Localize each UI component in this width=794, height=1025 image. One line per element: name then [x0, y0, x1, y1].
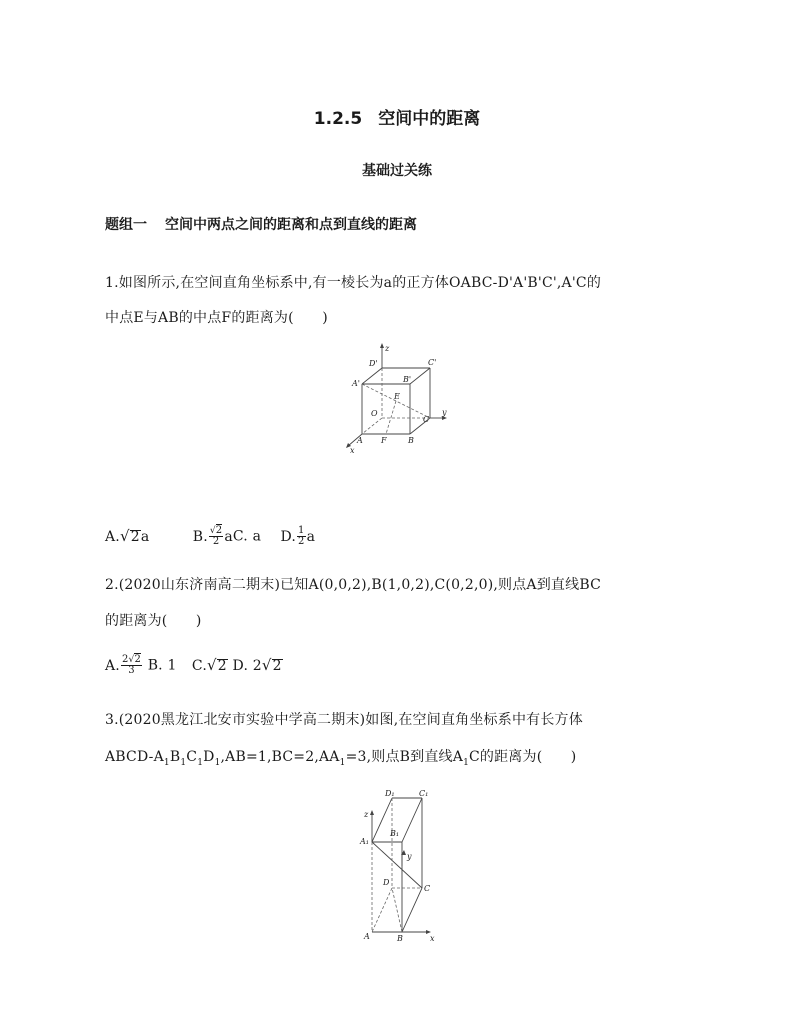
q1-option-b-suffix: a	[224, 528, 233, 545]
q2-option-c-label: C.	[191, 657, 207, 674]
q2-option-d-radicand: 2	[272, 657, 282, 674]
q2-option-a-fraction: $\frac{2√2}{3}$	[121, 654, 142, 676]
q1-option-d-denominator: 2	[298, 536, 305, 547]
q1-label-c-prime: C'	[428, 358, 437, 367]
q2-option-c[interactable]	[191, 655, 228, 674]
q3-subscript: 1	[180, 757, 187, 768]
q3-text-part: ,AB=1,BC=2,AA	[220, 749, 340, 765]
q1-option-c[interactable]: C. a	[232, 528, 262, 545]
q2-option-c-radicand: 2	[217, 657, 227, 674]
sqrt-icon: √	[261, 655, 272, 674]
q2-option-a-radicand: 2	[134, 654, 142, 665]
q1-option-b-denominator: 2	[212, 536, 220, 547]
q1-option-b-fraction: $\frac{√2}{2}$	[209, 525, 223, 547]
q1-option-a-suffix: a	[140, 528, 150, 545]
q3-label-b1: B₁	[390, 829, 400, 838]
q1-option-b[interactable]	[192, 525, 233, 547]
q3-stem-line2	[105, 746, 576, 768]
q1-label-a-prime: A'	[352, 379, 360, 388]
q3-subscript: 1	[197, 757, 204, 768]
q2-options	[105, 655, 283, 676]
sqrt-icon: √	[119, 526, 130, 545]
q3-label-d1: D₁	[385, 789, 395, 798]
q3-subscript: 1	[214, 757, 221, 768]
q1-option-d-suffix: a	[306, 528, 316, 545]
q1-label-z: z	[385, 344, 390, 353]
q1-option-d-numerator: 1	[298, 525, 305, 536]
q3-label-c: C	[424, 884, 431, 893]
q1-option-a-label: A.	[105, 528, 120, 545]
q1-option-d-fraction	[297, 526, 306, 547]
q1-label-c: C	[423, 415, 430, 424]
group-title: 空间中两点之间的距离和点到直线的距离	[165, 217, 417, 233]
q3-text-part: C	[186, 749, 198, 765]
q1-option-a[interactable]	[105, 526, 150, 545]
q1-option-d-label: D.	[280, 528, 297, 545]
q2-stem-line1: 2.(2020山东济南高二期末)已知A(0,0,2),B(1,0,2),C(0,2,0),则点A到直线BC	[105, 577, 601, 593]
q3-label-x: x	[430, 934, 435, 943]
q3-text-part: B	[169, 749, 181, 765]
q3-label-a: A	[364, 932, 370, 941]
q2-stem-line2: 的距离为( )	[105, 613, 202, 629]
question-group-heading	[105, 214, 417, 234]
q3-text-part: ABCD-A	[105, 749, 164, 765]
q3-label-a1: A₁	[360, 837, 369, 846]
q2-option-a-label: A.	[105, 657, 120, 674]
q2-option-a[interactable]	[105, 654, 143, 676]
q3-label-y: y	[407, 852, 412, 861]
q1-label-e: E	[394, 392, 400, 401]
section-subtitle: 基础过关练	[362, 163, 432, 179]
q1-label-f: F	[381, 436, 387, 445]
sqrt-icon: √	[206, 655, 217, 674]
q3-cuboid-figure	[350, 784, 450, 946]
q1-option-d[interactable]	[280, 525, 316, 547]
q1-label-d-prime: D'	[369, 359, 378, 368]
q3-text-part: D	[203, 749, 215, 765]
q2-option-d-label: D. 2	[232, 657, 262, 674]
q1-stem-line1: 1.如图所示,在空间直角坐标系中,有一棱长为a的正方体OABC-D'A'B'C',A'C的	[105, 275, 602, 291]
q1-option-b-label: B.	[192, 528, 208, 545]
section-title-text: 空间中的距离	[378, 109, 481, 129]
q2-option-a-denominator: 3	[128, 665, 135, 676]
q3-label-z: z	[364, 810, 369, 819]
q1-label-a: A	[357, 436, 363, 445]
q3-stem-line1: 3.(2020黑龙江北安市实验中学高二期末)如图,在空间直角坐标系中有长方体	[105, 712, 583, 728]
q1-options	[105, 526, 315, 547]
section-number: 1.2.5	[313, 109, 363, 129]
q1-label-o: O	[371, 409, 378, 418]
q2-option-a-coef: 2	[121, 654, 129, 665]
section-title	[0, 104, 794, 129]
q3-label-c1: C₁	[419, 789, 429, 798]
q1-cube-figure	[340, 342, 450, 456]
q1-label-y: y	[442, 408, 447, 417]
q3-subscript: 1	[163, 757, 170, 768]
group-label: 题组一	[105, 217, 147, 233]
q3-text-part: =3,则点B到直线A	[345, 749, 464, 765]
q3-label-b: B	[397, 934, 403, 943]
q1-option-b-numerator: 2	[215, 525, 223, 536]
q1-label-b: B	[408, 436, 414, 445]
q2-option-b[interactable]: B. 1	[147, 657, 177, 674]
q1-option-a-radicand: 2	[130, 528, 140, 545]
q2-option-d[interactable]	[232, 655, 283, 674]
q1-label-x: x	[350, 446, 355, 455]
q3-text-part: C的距离为( )	[469, 749, 577, 765]
q3-subscript: 1	[339, 757, 346, 768]
q1-stem-line2: 中点E与AB的中点F的距离为( )	[105, 310, 328, 326]
q3-label-d: D	[383, 878, 390, 887]
q1-label-b-prime: B'	[403, 375, 412, 384]
q3-subscript: 1	[463, 757, 469, 768]
